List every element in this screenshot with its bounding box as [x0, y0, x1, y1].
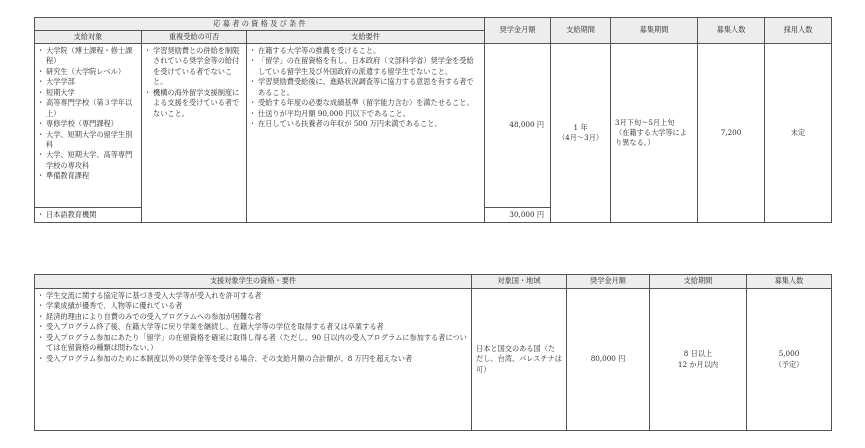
header-region: 対象国・地域: [472, 275, 567, 289]
qualification-list: [39, 291, 467, 364]
recruit-count-value: 7,200: [698, 44, 765, 223]
region-text: 日本と国交のある国（ただし、台湾、パレスチナは可）: [472, 289, 567, 431]
header-requirements: 支給要件: [247, 31, 485, 44]
support-table: [34, 274, 832, 431]
monthly-amount-2: 80,000 円: [567, 289, 650, 431]
concurrent-cell: [142, 44, 247, 223]
list-item: ・ 準備教育課程: [39, 171, 137, 181]
eligibility-table: [34, 17, 832, 223]
list-item: ・ 学習奨励費受給後に、進路状況調査等に協力する意思を有する者であること。: [251, 77, 480, 98]
list-item: ・ 大学院（博士課程・修士課程）: [39, 46, 137, 67]
list-item: ・ 機構の海外留学支援制度による支援を受けている者でないこと。: [146, 88, 242, 119]
recruit-cell-2: [747, 289, 832, 431]
header-application-period: 募集期間: [611, 18, 698, 44]
list-item: ・ 大学、短期大学、高等専門学校の専攻科: [39, 150, 137, 171]
list-item: ・ 短期大学: [39, 88, 137, 98]
application-line2: （在籍する大学等により異なる。）: [615, 128, 687, 148]
header-concurrent: 重複受給の可否: [142, 31, 247, 44]
qualification-cell: [35, 289, 472, 431]
header-recruit-count: 募集人数: [698, 18, 765, 44]
requirements-cell: [247, 44, 485, 223]
list-item: ・ 学習奨励費との併給を制限されている奨学金等の給付を受けている者でないこと。: [146, 46, 242, 88]
period-cell: [551, 44, 611, 223]
header-period: 支給期間: [551, 18, 611, 44]
header-period-2: 支給期間: [650, 275, 747, 289]
list-item: ・ 受給する年度の必要な成績基準（留学能力含む）を満たせること。: [251, 98, 480, 108]
list-item: ・ 学生交流に関する協定等に基づき受入大学等が受入れを許可する者: [39, 291, 467, 301]
list-item: ・ 在日している扶養者の年収が 500 万円未満であること。: [251, 119, 480, 129]
period2-line1: 8 日以上: [683, 349, 713, 359]
header-monthly-amount-2: 奨学金月額: [567, 275, 650, 289]
list-item: ・ 仕送りが平均月額 90,000 円以下であること。: [251, 109, 480, 119]
header-recruit-2: 募集人数: [747, 275, 832, 289]
list-item: ・ 高等専門学校（第３学年以上）: [39, 98, 137, 119]
header-qualification: 支援対象学生の資格・要件: [35, 275, 472, 289]
header-recipients: 支給対象: [35, 31, 142, 44]
header-monthly-amount: 奨学金月額: [485, 18, 551, 44]
requirements-list: [251, 46, 480, 130]
recipients-cell: [35, 44, 142, 208]
recruit2-line1: 5,000: [778, 349, 800, 359]
list-item: ・ 経済的理由により自費のみでの受入プログラムへの参加が困難な者: [39, 312, 467, 322]
recipient-japanese-school: [35, 208, 142, 223]
list-item: ・ 受入プログラム参加のために本制度以外の奨学金等を受ける場合、その支給月額の合計額が、8 万円を超えない者: [39, 354, 467, 364]
list-item: ・ 大学学部: [39, 77, 137, 87]
hire-count-value: 未定: [765, 44, 832, 223]
list-item: ・ 在籍する大学等の推薦を受けること。: [251, 46, 480, 56]
period-cell-2: [650, 289, 747, 431]
recruit2-line2: （予定）: [774, 359, 804, 369]
table1-title: 応 募 者 の 資 格 及 び 条 件: [35, 18, 485, 31]
period2-line2: 12 か月以内: [677, 359, 719, 369]
list-item: ・ 研究生（大学院レベル）: [39, 67, 137, 77]
concurrent-list: [146, 46, 242, 119]
application-period-cell: [611, 44, 698, 223]
list-item: ・ 受入プログラム終了後、在籍大学等に戻り学業を継続し、在籍大学等の学位を取得する者又は卒業する者: [39, 322, 467, 332]
application-line1: 3月下旬～5月上旬: [615, 117, 675, 127]
header-hire-count: 採用人数: [765, 18, 832, 44]
list-item: ・ 専修学校（専門課程）: [39, 119, 137, 129]
monthly-amount-japanese-school: 30,000 円: [485, 208, 551, 223]
list-item: ・ 日本語教育機関: [39, 210, 137, 220]
recipients-list: [39, 46, 137, 182]
list-item: ・ 「留学」の在留資格を有し、日本政府（文部科学省）奨学金を受給している留学生及び外国政府の派遣する留学生でないこと。: [251, 56, 480, 77]
list-item: ・ 受入プログラム参加にあたり「留学」の在留資格を確実に取得し得る者（ただし、90 日以内の受入プログラムに参加する者については在留資格の種類は問わない。）: [39, 333, 467, 354]
list-item: ・ 大学、短期大学の留学生別科: [39, 130, 137, 151]
list-item: ・ 学業成績が優秀で、人物等に優れている者: [39, 301, 467, 311]
monthly-amount-main: 48,000 円: [485, 44, 551, 208]
period-line2: （4月～3月）: [557, 133, 604, 143]
period-line1: 1 年: [573, 122, 588, 132]
